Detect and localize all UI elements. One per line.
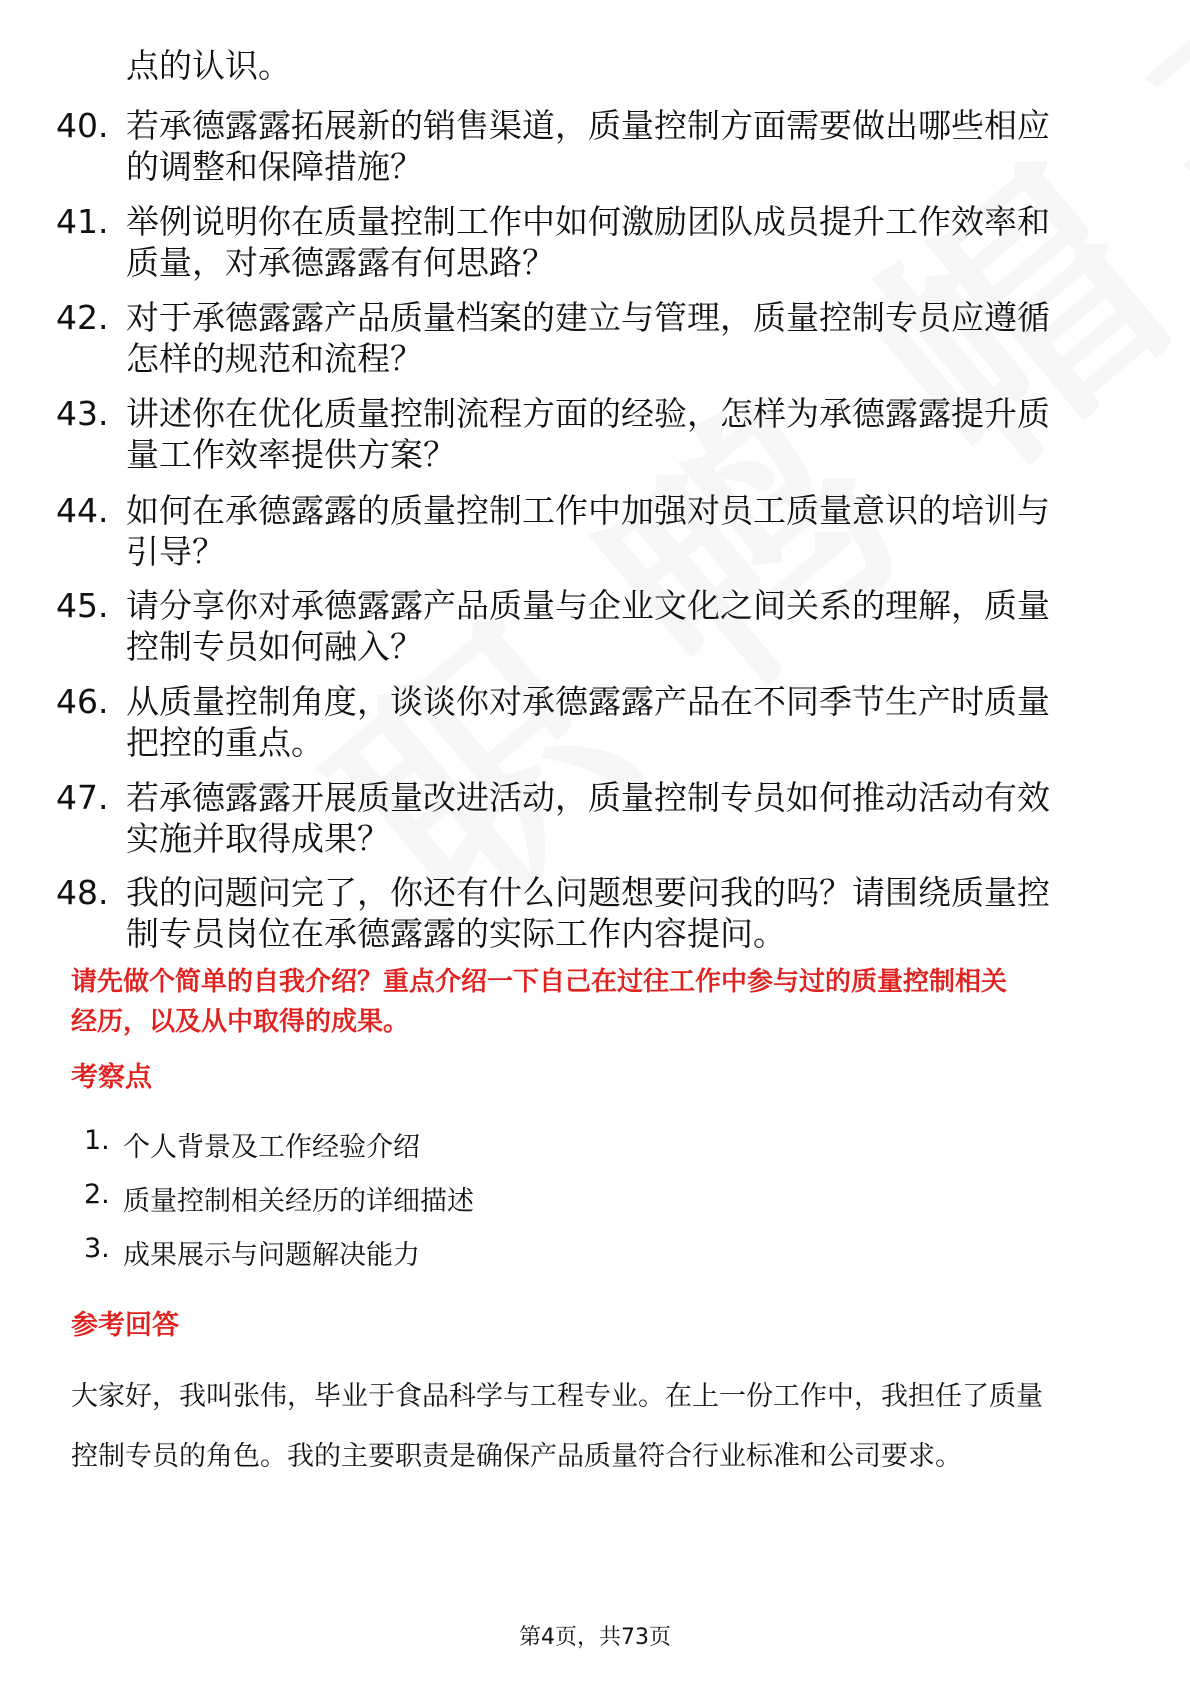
page-footer: 第4页，共73页 bbox=[519, 1625, 671, 1650]
question-line: 控制专员如何融入？ bbox=[126, 627, 423, 666]
list-item-number: 1. bbox=[84, 1125, 110, 1156]
question-text bbox=[126, 872, 1126, 954]
question-number: 40. bbox=[56, 106, 109, 145]
question-number: 44. bbox=[56, 491, 109, 530]
question-line: 我的问题问完了，你还有什么问题想要问我的吗？请围绕质量控 bbox=[126, 873, 1050, 912]
question-line: 量工作效率提供方案？ bbox=[126, 435, 456, 474]
reference-answer-heading: 参考回答 bbox=[71, 1310, 179, 1341]
exam-points-heading: 考察点 bbox=[71, 1062, 152, 1093]
question-line: 质量，对承德露露有何思路？ bbox=[126, 243, 555, 282]
reference-answer-text bbox=[71, 1367, 1131, 1487]
list-item-text: 质量控制相关经历的详细描述 bbox=[123, 1186, 474, 1217]
question-number: 45. bbox=[56, 586, 109, 625]
question-line: 怎样的规范和流程？ bbox=[126, 339, 423, 378]
highlight-question-line: 请先做个简单的自我介绍？重点介绍一下自己在过往工作中参与过的质量控制相关 bbox=[71, 967, 1008, 997]
question-text bbox=[126, 297, 1126, 379]
question-number: 41. bbox=[56, 202, 109, 241]
question-text bbox=[126, 777, 1126, 859]
question-number: 43. bbox=[56, 394, 109, 433]
answer-line: 控制专员的角色。我的主要职责是确保产品质量符合行业标准和公司要求。 bbox=[71, 1441, 962, 1472]
question-line: 如何在承德露露的质量控制工作中加强对员工质量意识的培训与 bbox=[126, 491, 1050, 530]
question-line: 若承德露露开展质量改进活动，质量控制专员如何推动活动有效 bbox=[126, 778, 1050, 817]
question-text bbox=[126, 201, 1126, 283]
list-item-number: 2. bbox=[84, 1179, 110, 1210]
list-item-number: 3. bbox=[84, 1233, 110, 1264]
question-line: 请分享你对承德露露产品质量与企业文化之间关系的理解，质量 bbox=[126, 586, 1050, 625]
question-text bbox=[126, 585, 1126, 667]
question-line: 讲述你在优化质量控制流程方面的经验，怎样为承德露露提升质 bbox=[126, 394, 1050, 433]
question-text bbox=[126, 393, 1126, 475]
question-text bbox=[126, 105, 1126, 187]
question-line: 的调整和保障措施？ bbox=[126, 147, 423, 186]
question-number: 46. bbox=[56, 682, 109, 721]
question-text bbox=[126, 681, 1126, 763]
question-line: 从质量控制角度，谈谈你对承德露露产品在不同季节生产时质量 bbox=[126, 682, 1050, 721]
question-line: 实施并取得成果？ bbox=[126, 819, 390, 858]
question-line: 若承德露露拓展新的销售渠道，质量控制方面需要做出哪些相应 bbox=[126, 106, 1050, 145]
question-line: 引导？ bbox=[126, 532, 225, 571]
list-item-text: 成果展示与问题解决能力 bbox=[123, 1240, 420, 1271]
question-text bbox=[126, 490, 1126, 572]
question-line: 举例说明你在质量控制工作中如何激励团队成员提升工作效率和 bbox=[126, 202, 1050, 241]
list-item-text: 个人背景及工作经验介绍 bbox=[123, 1132, 420, 1163]
question-line: 把控的重点。 bbox=[126, 723, 324, 762]
question-number: 47. bbox=[56, 778, 109, 817]
question-line: 对于承德露露产品质量档案的建立与管理，质量控制专员应遵循 bbox=[126, 298, 1050, 337]
question-line: 制专员岗位在承德露露的实际工作内容提问。 bbox=[126, 914, 786, 953]
question-number: 42. bbox=[56, 298, 109, 337]
question-number: 48. bbox=[56, 873, 109, 912]
highlight-question bbox=[71, 962, 1131, 1042]
highlight-question-line: 经历，以及从中取得的成果。 bbox=[71, 1007, 410, 1037]
continuation-text: 点的认识。 bbox=[126, 46, 291, 85]
answer-line: 大家好，我叫张伟，毕业于食品科学与工程专业。在上一份工作中，我担任了质量 bbox=[71, 1381, 1043, 1412]
